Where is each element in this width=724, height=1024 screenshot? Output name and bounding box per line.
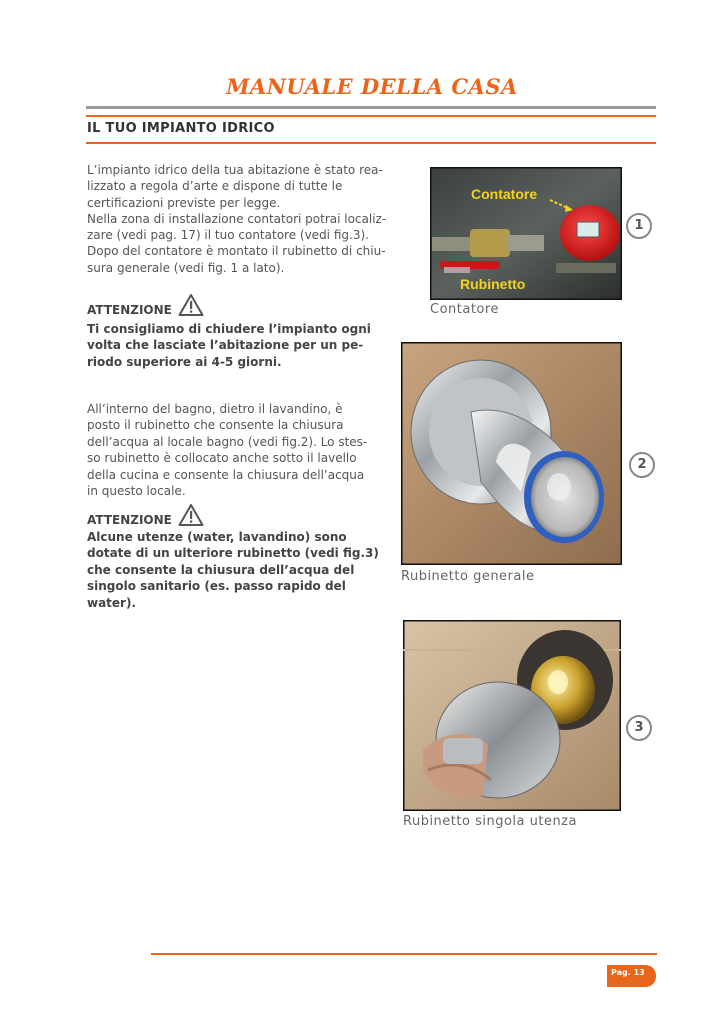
figure-1-label-contatore: Contatore: [471, 186, 538, 202]
text-line: singolo sanitario (es. passo rapido del: [87, 579, 346, 594]
figure-1-caption: Contatore: [430, 302, 499, 317]
header-rule-grey: [86, 106, 656, 109]
warning-text-2: [87, 529, 388, 611]
text-line: Dopo del contatore è montato il rubinetto di chiu-: [87, 244, 386, 259]
text-line: lizzato a regola d’arte e dispone di tutte le: [87, 179, 343, 194]
page-number: Pag. 13: [611, 968, 645, 977]
figure-2-caption: Rubinetto generale: [401, 569, 535, 584]
section-rule: [86, 142, 656, 144]
text-line: zare (vedi pag. 17) il tuo contatore (vedi fig.3).: [87, 228, 369, 243]
text-line: della cucina e consente la chiusura dell’acqua: [87, 467, 365, 482]
warning-heading-2: [87, 503, 204, 527]
text-line: in questo locale.: [87, 484, 186, 499]
warning-text-1: [87, 321, 388, 370]
figure-1-photo: [430, 167, 622, 300]
figure-3-caption: Rubinetto singola utenza: [403, 814, 577, 829]
page-title: MANUALE DELLA CASA: [226, 74, 518, 99]
text-line: dell’acqua al locale bagno (vedi fig.2). Lo stes-: [87, 434, 368, 449]
text-line: Nella zona di installazione contatori potrai localiz-: [87, 211, 387, 226]
text-line: volta che lasciate l’abitazione per un pe-: [87, 338, 364, 353]
warning-heading-text: ATTENZIONE: [87, 513, 172, 527]
figure-1-label-rubinetto: Rubinetto: [460, 276, 526, 292]
text-line: che consente la chiusura dell’acqua del: [87, 562, 355, 577]
bath-paragraph: [87, 401, 388, 499]
warning-heading-text: ATTENZIONE: [87, 303, 172, 317]
text-line: posto il rubinetto che consente la chiusura: [87, 418, 344, 433]
text-line: sura generale (vedi fig. 1 a lato).: [87, 260, 285, 275]
header-rule-orange: [86, 115, 656, 117]
footer-rule: [151, 953, 657, 955]
text-line: Alcune utenze (water, lavandino) sono: [87, 530, 347, 544]
text-line: water).: [87, 595, 137, 610]
text-line: Ti consigliamo di chiudere l’impianto ogni: [87, 322, 371, 336]
warning-heading-1: [87, 293, 204, 317]
figure-2-photo: [401, 342, 622, 565]
figure-2-number: 2: [629, 452, 655, 478]
figure-3-photo: [403, 620, 621, 811]
text-line: L’impianto idrico della tua abitazione è stato rea-: [87, 163, 383, 177]
intro-paragraph: [87, 162, 420, 276]
text-line: riodo superiore ai 4-5 giorni.: [87, 354, 282, 369]
figure-1-number: 1: [626, 213, 652, 239]
text-line: All’interno del bagno, dietro il lavandino, è: [87, 402, 343, 416]
warning-triangle-icon: [178, 293, 204, 317]
section-title: IL TUO IMPIANTO IDRICO: [87, 121, 275, 136]
text-line: so rubinetto è collocato anche sotto il lavello: [87, 451, 357, 466]
warning-triangle-icon: [178, 503, 204, 527]
text-line: certificazioni previste per legge.: [87, 195, 281, 210]
text-line: dotate di un ulteriore rubinetto (vedi fig.3): [87, 546, 379, 561]
figure-3-number: 3: [626, 715, 652, 741]
